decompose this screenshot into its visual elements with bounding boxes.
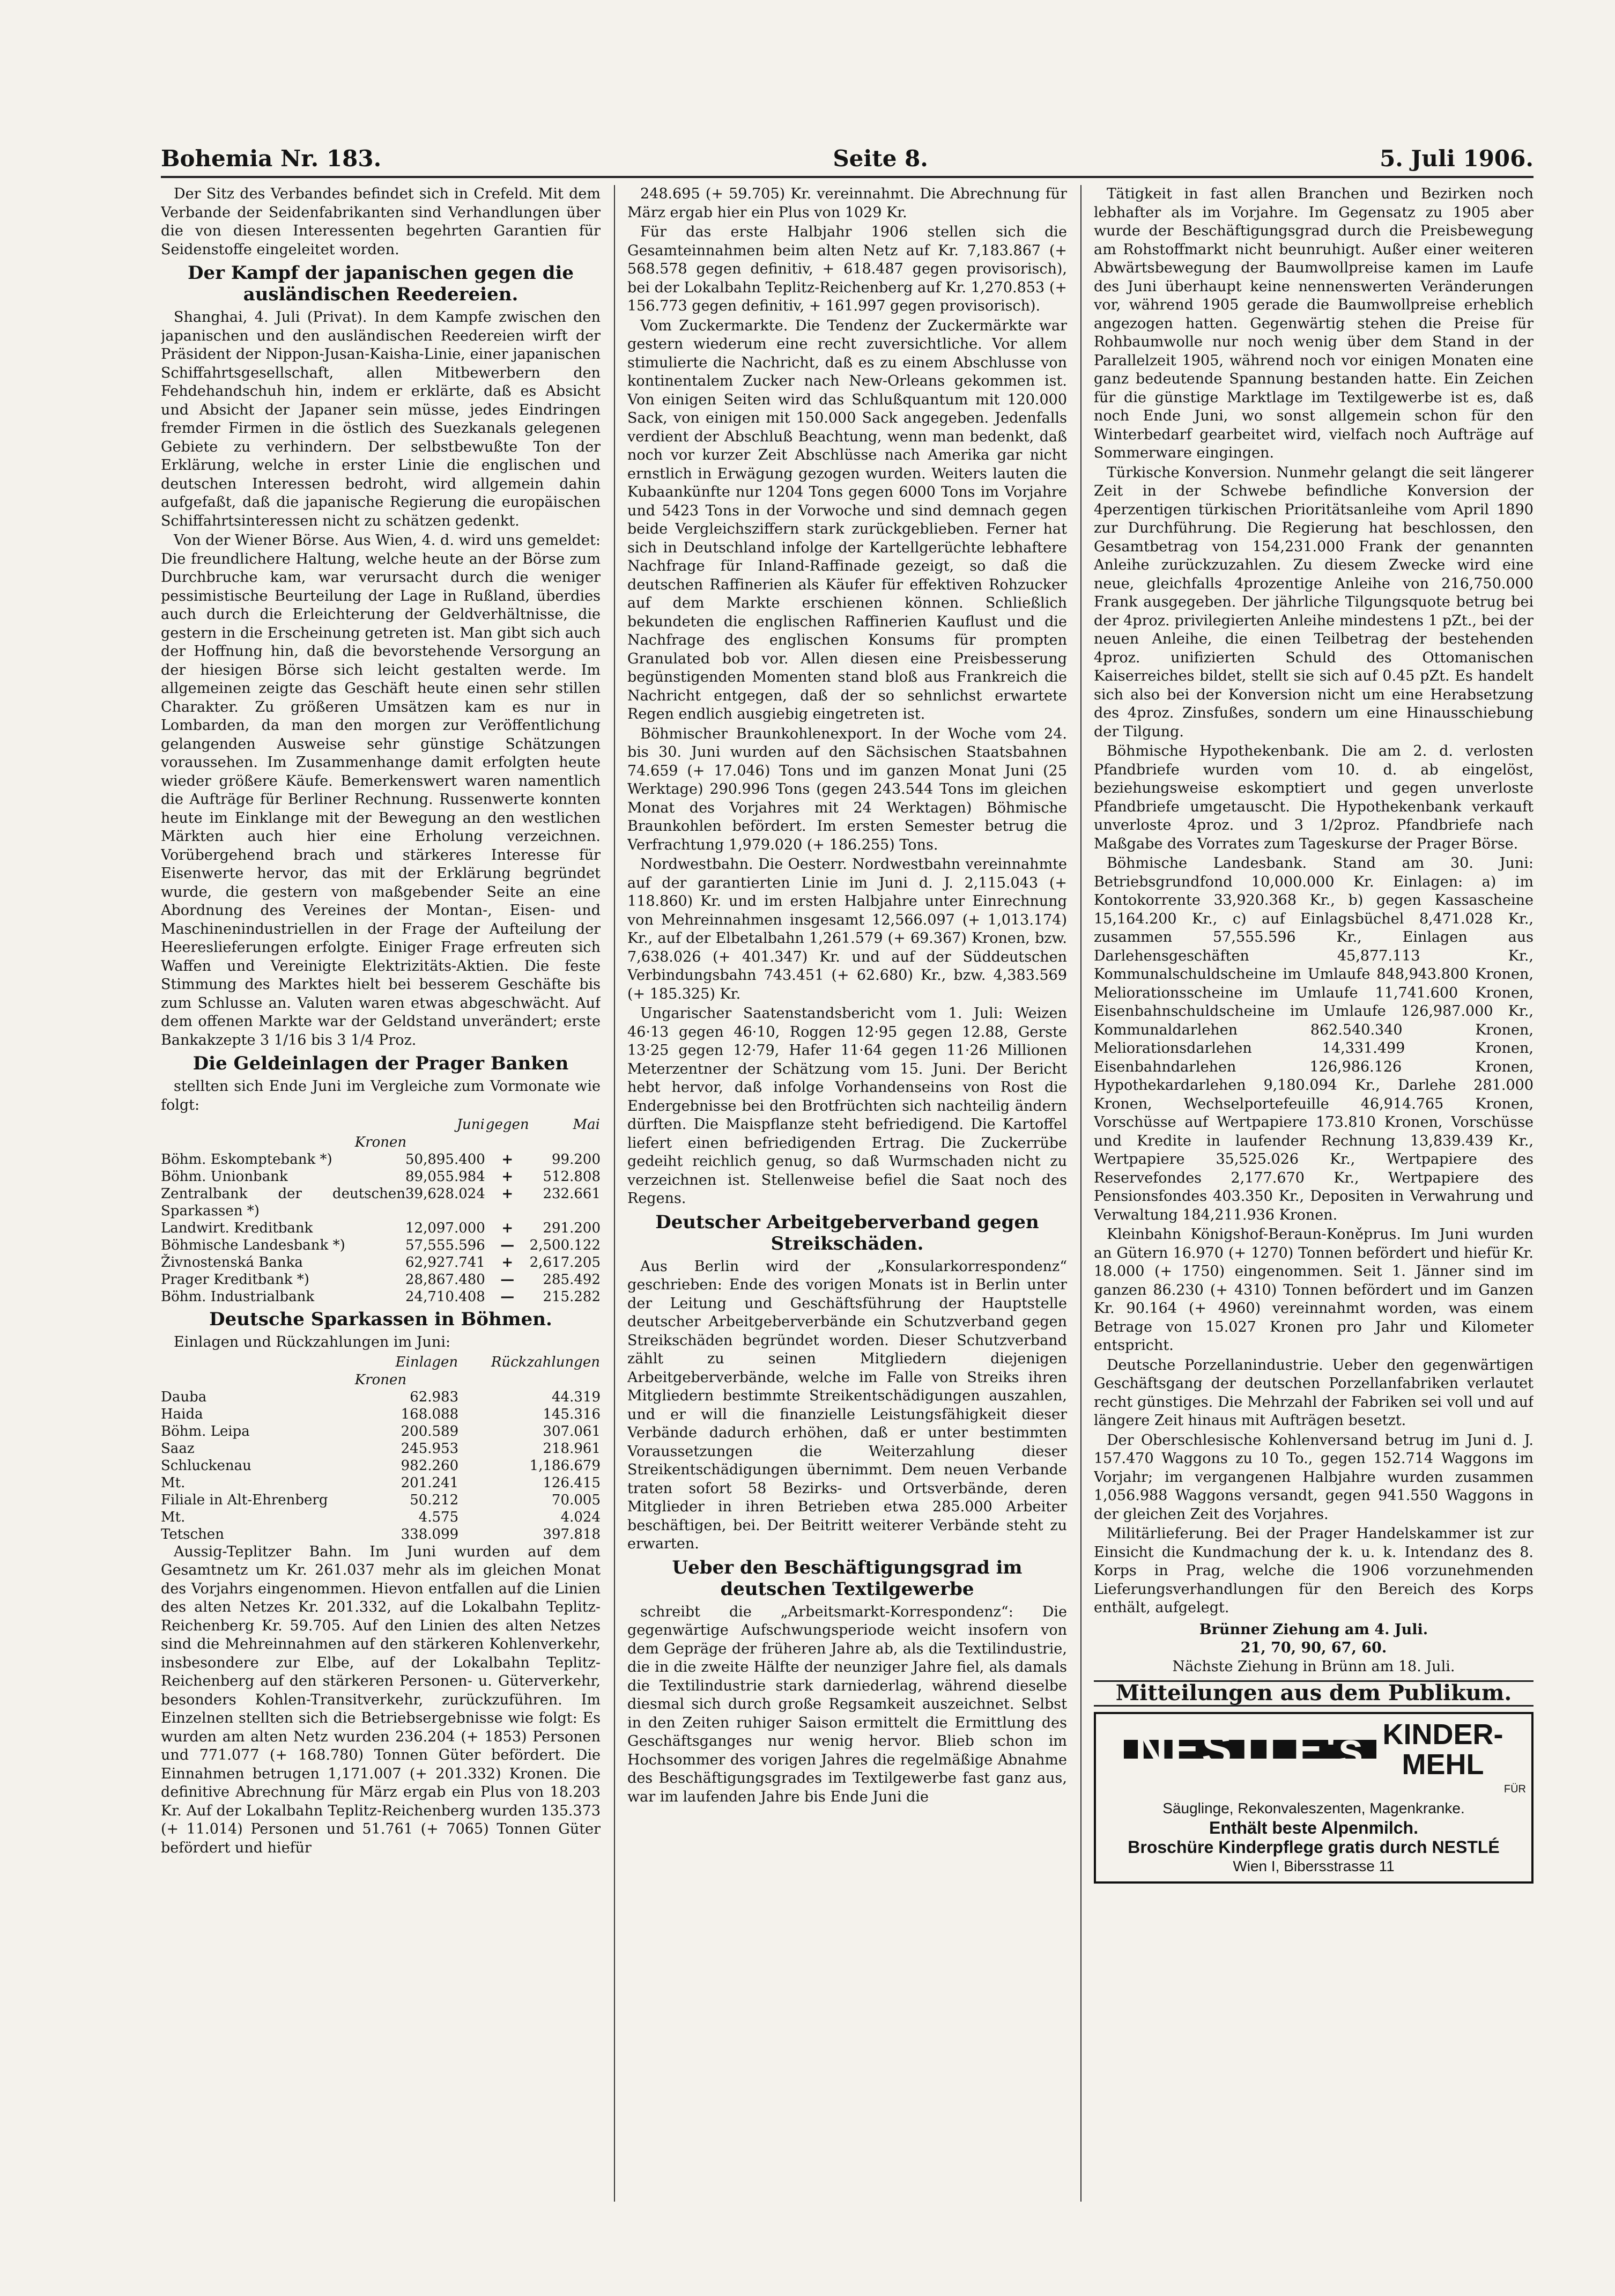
header-rule	[161, 176, 1533, 178]
issue-date: 5. Juli 1906.	[1380, 145, 1533, 172]
article-text: Von der Wiener Börse. Aus Wien, 4. d. wird uns gemeldet: Die freundlichere Haltung, welche heute an der Börse zum Durchbruche kam, war verursacht durch die weniger pessimistische Beurteilung der Lage in Rußland, überdies auch durch die Erleichterung der Geldverhältnisse, die gestern in die Erscheinung getreten ist. Man gibt sich auch der Hoffnung hin, daß die bevorstehende Versorgung an der hiesigen Börse sich leicht gestalten werde. Im allgemeinen zeigte das Geschäft heute einen sehr stillen Charakter. Zu größeren Umsätzen kam es nur in Lombarden, da man den morgen zur Veröffentlichung gelangenden Ausweise sehr günstige Schätzungen voraussehen. Im Zusammenhange damit erfolgten heute wieder größere Käufe. Bemerkenswert waren namentlich die Aufträge für Berliner Rechnung. Russenwerte konnten heute im Einklange mit der Bewegung an den westlichen Märkten auch hier eine Erholung verzeichnen. Vorübergehend brach und stärkeres Interesse für Eisenwerte hervor, das mit der Erklärung begründet wurde, die gestern von maßgebender Seite an eine Abordnung des Vereines der Montan-, Eisen- und Maschinenindustriellen in der Frage der Aufteilung der Heereslieferungen erfolgte. Einiger Frage erfreuten sich Waffen und Vereinigte Elektrizitäts-Aktien. Die feste Stimmung des Marktes hielt bei besserem Geschäfte bis zum Schlusse an. Valuten waren etwas abgeschwächt. Auf dem offenen Markte war der Geldstand unverändert; erste Bankakzepte 3 1/16 bis 3 1/4 Proz.	[161, 532, 601, 1049]
change-sign: +	[501, 1151, 514, 1168]
lottery-next: Nächste Ziehung in Brünn am 18. Juli.	[1172, 1658, 1455, 1675]
june-deposits: 24,710.408	[405, 1289, 485, 1305]
june-deposits: 28,867.480	[405, 1272, 485, 1288]
savings-bank-name: Mt.	[161, 1509, 186, 1525]
change-vs-may: 291.200	[543, 1220, 601, 1236]
article-text: Böhmischer Braunkohlenexport. In der Woche vom 24. bis 30. Juni wurden auf den Sächsischen Staatsbahnen 74.659 (+ 17.046) Tons und im ganzen Monat Juni (25 Werktage) 290.996 Tons (gegen 243.544 Tons im gleichen Monat des Vorjahres mit 24 Werktagen) Böhmische Braunkohlen befördert. Im ersten Semester betrug die Verfrachtung 1,979.020 (+ 186.255) Tons.	[627, 725, 1067, 853]
deposits-value: 62.983	[410, 1389, 459, 1405]
savings-bank-name: Tetschen	[161, 1526, 224, 1542]
change-vs-may: 232.661	[543, 1186, 601, 1202]
table-row	[161, 1220, 601, 1237]
table-row	[161, 1423, 601, 1440]
change-vs-may: 2,617.205	[529, 1254, 601, 1271]
unit-label: Kronen	[354, 1134, 407, 1150]
june-deposits: 12,097.000	[405, 1220, 485, 1236]
table-row	[161, 1492, 601, 1509]
table-row	[161, 1254, 601, 1271]
change-sign: +	[501, 1254, 514, 1271]
article-text: Deutsche Porzellanindustrie. Ueber den gegenwärtigen Geschäftsgang der deutschen Porzellanfabriken verlautet recht günstiges. Die Mehrzahl der Fabriken sei voll und auf längere Zeit hinaus mit Aufträgen besetzt.	[1094, 1356, 1533, 1429]
repayments-value: 126.415	[543, 1474, 601, 1491]
savings-bank-name: Haida	[161, 1406, 203, 1422]
repayments-value: 4.024	[560, 1509, 601, 1525]
table-header-row	[161, 1116, 601, 1134]
ad-product-line: MEHL	[1402, 1748, 1484, 1781]
deposits-value: 200.589	[401, 1423, 459, 1439]
article-text: Für das erste Halbjahr 1906 stellen sich die Gesamteinnahmen beim alten Netz auf Kr. 7,183.867 (+ 568.578 gegen definitiv, + 618.487 gegen provisorisch), bei der Lokalbahn Teplitz-Reichenberg auf Kr. 1,270.853 (+ 156.773 gegen definitiv, + 161.997 gegen provisorisch).	[627, 224, 1067, 314]
article-text: Vom Zuckermarkte. Die Tendenz der Zuckermärkte war gestern wiederum eine recht zuversichtliche. Vor allem stimulierte die Nachricht, daß es zu einem Abschlusse von kontinentalem Zucker nach New-Orleans gekommen ist. Von einigen Seiten wird das Schlußquantum mit 120.000 Sack, von einigen mit 150.000 Sack angegeben. Jedenfalls verdient der Abschluß Beachtung, wenn man bedenkt, daß noch vor kurzer Zeit Abschlüsse nach Amerika gar nicht ernstlich in Erwägung gezogen wurden. Weiters lauten die Kubaankünfte nur 1204 Tons gegen 6000 Tons im Vorjahre und 5423 Tons in der Vorwoche und sind demnach gegen beide Vergleichsziffern stark zurückgeblieben. Ferner hat sich in Deutschland infolge der Kartellgerüchte lebhaftere Nachfrage für Inland-Raffinade gezeigt, so daß die deutschen Raffinerien als Käufer für effektiven Rohzucker auf dem Markte erschienen können. Schließlich bekundeten die englischen Raffinerien Kauflust und die Nachfrage des englischen Konsums für prompten Granulated bob vor. Allen diesen eine Preisbesserung begünstigenden Momenten stand bloß aus Frankreich die Nachricht entgegen, daß der so sehnlichst erwartete Regen endlich ausgiebig eingetreten ist.	[627, 317, 1067, 722]
savings-bank-name: Dauba	[161, 1389, 207, 1405]
bank-name: Böhm. Eskomptebank *)	[161, 1151, 332, 1168]
deposits-value: 338.099	[401, 1526, 459, 1542]
table-row	[161, 1168, 601, 1185]
change-sign: —	[500, 1237, 515, 1253]
article-text: Böhmische Landesbank. Stand am 30. Juni: Betriebsgrundfond 10,000.000 Kr. Einlagen: a) im Kontokorrente 33,920.368 Kr., b) gegen Kassascheine 15,164.200 Kr., c) auf Einlagsbüchel 8,471.028 Kr., zusammen 57,555.596 Kr., Einlagen aus Darlehensgeschäften 45,877.113 Kr., Kommunalschuldscheine im Umlaufe 848,943.800 Kronen, Meliorationsscheine im Umlaufe 11,741.600 Kronen, Eisenbahnschuldscheine im Umlaufe 126,987.000 Kr., Kommunaldarlehen 862.540.340 Kronen, Meliorationsdarlehen 14,331.499 Kronen, Eisenbahndarlehen 126,986.126 Kronen, Hypothekardarlehen 9,180.094 Kr., Darlehe 281.000 Kronen, Wechselportefeuille 46,914.765 Kronen, Vorschüsse auf Wertpapiere 173.810 Kronen, Vorschüsse und Kredite in laufender Rechnung 13,839.439 Kr., Wertpapiere 35,525.026 Kr., Wertpapiere des Reservefondes 2,177.670 Kr., Wertpapiere des Pensionsfondes 403.350 Kr., Depositen in Verwahrung und Verwaltung 184,211.936 Kronen.	[1094, 855, 1533, 1223]
article-headline: Ueber den Beschäftigungsgrad im deutschen Textilgewerbe	[672, 1556, 1023, 1600]
savings-bank-name: Schluckenau	[161, 1457, 251, 1474]
article-text: Böhmische Hypothekenbank. Die am 2. d. verlosten Pfandbriefe wurden vom 10. d. ab eingelöst, beziehungsweise eskomptiert und gegen unverloste Pfandbriefe umgetauscht. Die Hypothekenbank verkauft unverloste 4proz. und 3 1/2proz. Pfandbriefe nach Maßgabe des Vorrates zum Tageskurse der Prager Börse.	[1094, 743, 1533, 852]
table-unit-row	[161, 1134, 601, 1151]
article-text: schreibt die „Arbeitsmarkt-Korrespondenz“: Die gegenwärtige Aufschwungsperiode weicht insofern von dem Gepräge der früheren Jahre ab, als die Textilindustrie, die in die zweite Hälfte der neunziger Jahre fiel, als damals die Textilindustrie stark darniederlag, während dieselbe diesmal sich durch große Regsamkeit auszeichnet. Selbst in den Zeiten ruhiger Saison ermittelt die Ermittlung des Geschäftsganges nur wenig hervor. Blieb schon im Hochsommer des vorigen Jahres die regelmäßige Abnahme des Beschäftigungsgrades im Textilgewerbe fast ganz aus, war im laufenden Jahre bis Ende Juni die	[627, 1603, 1067, 1805]
nestle-advertisement	[1094, 1712, 1533, 1884]
ad-for: FÜR	[1503, 1783, 1526, 1795]
deposits-value: 201.241	[401, 1474, 459, 1491]
table-row	[161, 1457, 601, 1474]
savings-bank-name: Saaz	[161, 1440, 195, 1457]
repayments-value: 397.818	[543, 1526, 601, 1542]
june-deposits: 50,895.400	[405, 1151, 485, 1168]
table-row	[161, 1151, 601, 1168]
column-header: Mai	[573, 1117, 600, 1133]
column-header: Rückzahlungen	[491, 1354, 600, 1370]
article-headline: Deutsche Sparkassen in Böhmen.	[209, 1309, 552, 1330]
lottery-numbers: 21, 70, 90, 67, 60.	[1240, 1640, 1387, 1656]
repayments-value: 44.319	[552, 1389, 601, 1405]
bank-name: Zentralbank der deutschen Sparkassen *)	[161, 1186, 405, 1219]
deposits-value: 982.260	[401, 1457, 459, 1474]
unit-label: Kronen	[354, 1371, 407, 1388]
june-deposits: 89,055.984	[405, 1169, 485, 1185]
table-row	[161, 1474, 601, 1492]
column-divider	[614, 185, 615, 2202]
table-row	[161, 1389, 601, 1406]
newspaper-page	[161, 134, 1533, 2210]
page-number: Seite 8.	[833, 145, 928, 172]
ad-line: Enthält beste Alpenmilch.	[1209, 1818, 1418, 1837]
change-sign: +	[501, 1220, 514, 1236]
lottery-title: Brünner Ziehung am 4. Juli.	[1199, 1621, 1428, 1638]
article-text: Aus Berlin wird der „Konsularkorrespondenz“ geschrieben: Ende des vorigen Monats ist in Berlin unter der Leitung und Geschäftsführung der Hauptstelle deutscher Arbeitgeberverbände ein Schutzverband gegen Streikschäden begründet worden. Dieser Schutzverband zählt zu seinen Mitgliedern diejenigen Arbeitgeberverbände, welche im Falle von Streiks ihren Mitgliedern bestimmte Streikentschädigungen auszahlen, und er will die finanzielle Leistungsfähigkeit dieser Verbände dadurch erhöhen, daß er unter bestimmten Voraussetzungen die Weiterzahlung dieser Streikentschädigungen übernimmt. Dem neuen Verbande traten sofort 58 Bezirks- und Ortsverbände, deren Mitglieder in ihren Betrieben etwa 285.000 Arbeiter beschäftigen, bei. Der Beitritt weiterer Verbände steht zu erwarten.	[627, 1258, 1067, 1552]
change-sign: +	[501, 1169, 514, 1185]
repayments-value: 307.061	[543, 1423, 601, 1439]
repayments-value: 1,186.679	[529, 1457, 601, 1474]
change-vs-may: 285.492	[543, 1272, 601, 1288]
column-2	[627, 185, 1067, 2202]
bank-name: Böhm. Unionbank	[161, 1169, 288, 1185]
bank-name: Landwirt. Kreditbank	[161, 1220, 313, 1236]
table-row	[161, 1509, 601, 1526]
masthead	[161, 134, 1533, 172]
table-row	[161, 1271, 601, 1288]
savings-bank-name: Filiale in Alt-Ehrenberg	[161, 1492, 328, 1508]
bank-name: Prager Kreditbank *)	[161, 1272, 309, 1288]
issue-label: Bohemia Nr. 183.	[161, 145, 382, 172]
change-vs-may: 2,500.122	[529, 1237, 601, 1253]
article-text: Kleinbahn Königshof-Beraun-Koněprus. Im Juni wurden an Gütern 16.970 (+ 1270) Tonnen befördert und hiefür Kr. 18.000 (+ 1750) eingenommen. Seit 1. Jänner sind im ganzen 86.230 (+ 4310) Tonnen befördert und im Ganzen Kr. 90.164 (+ 4960) vereinnahmt worden, was einem Betrage von 15.027 Kronen pro Jahr und Kilometer entspricht.	[1094, 1226, 1533, 1354]
article-text: Der Sitz des Verbandes befindet sich in Crefeld. Mit dem Verbande der Seidenfabrikanten sind Verhandlungen über die von diesen Interessenten begehrten Garantien für Seidenstoffe eingeleitet worden.	[161, 186, 601, 258]
ad-line: Wien I, Bibersstrasse 11	[1233, 1857, 1395, 1874]
ad-product	[1383, 1719, 1503, 1780]
change-vs-may: 512.808	[543, 1169, 601, 1185]
deposits-value: 50.212	[410, 1492, 459, 1508]
bank-name: Böhmische Landesbank *)	[161, 1237, 345, 1253]
ad-logo	[1101, 1719, 1526, 1780]
article-text: Nordwestbahn. Die Oesterr. Nordwestbahn vereinnahmte auf der garantierten Linie im Juni d. J. 2,115.043 (+ 118.860) Kr. und im ersten Halbjahre unter Einrechnung von Mehreinnahmen insgesamt 12,566.097 (+ 1,013.174) Kr., auf der Elbetalbahn 1,261.579 (+ 69.367) Kronen, bzw. 7,638.026 (+ 401.347) Kr. und auf der Süddeutschen Verbindungsbahn 743.451 (+ 62.680) Kr., bzw. 4,383.569 (+ 185.325) Kr.	[627, 856, 1067, 1002]
article-text: Tätigkeit in fast allen Branchen und Bezirken noch lebhafter als im Vorjahre. Im Gegensatz zu 1905 aber wurde der Beschäftigungsgrad durch die Preisbewegung am Rohstoffmarkt nicht beunruhigt. Außer einer weiteren Abwärtsbewegung der Baumwollpreise kamen im Laufe des Juni überhaupt keine nennenswerten Veränderungen vor, während 1905 gerade die Baumwollpreise erheblich angezogen hatten. Gegenwärtig stehen die Preise für Rohbaumwolle nur noch wenig über dem Stand in der Parallelzeit 1905, während noch vor einigen Monaten eine ganz bedeutende Spannung bestanden hatte. Ein Zeichen für die günstige Marktlage im Textilgewerbe ist es, daß noch Ende Juni, wo sonst allgemein schon für den Winterbedarf gearbeitet wird, vielfach noch Aufträge auf Sommerware eingingen.	[1094, 186, 1533, 461]
savings-bank-name: Mt.	[161, 1474, 186, 1491]
table-row	[161, 1237, 601, 1254]
deposits-value: 4.575	[418, 1509, 459, 1525]
article-headline: Die Geldeinlagen der Prager Banken	[192, 1053, 569, 1074]
article-text: Shanghai, 4. Juli (Privat). In dem Kampfe zwischen den japanischen und den ausländischen Reedereien wirft der Präsident der Nippon-Jusan-Kaisha-Linie, einer japanischen Schiffahrtsgesellschaft, allen Mitbewerbern den Fehdehandschuh hin, indem er erklärte, daß es Absicht und Absicht der Japaner sein müsse, jedes Eindringen fremder Firmen in die östlich des Suezkanals gelegenen Gebiete zu verhindern. Der selbstbewußte Ton der Erklärung, welche in erster Linie die englischen und deutschen Interessen bedroht, wird allgemein dahin aufgefaßt, daß die japanische Regierung die europäischen Schiffahrtsinteressen nicht zu schätzen gedenkt.	[161, 309, 601, 529]
repayments-value: 145.316	[543, 1406, 601, 1422]
table-header-row	[161, 1353, 601, 1371]
table-row	[161, 1185, 601, 1220]
column-header: Einlagen	[395, 1354, 458, 1370]
article-text: Einlagen und Rückzahlungen im Juni:	[174, 1334, 451, 1350]
change-sign: —	[500, 1272, 515, 1288]
article-text: Türkische Konversion. Nunmehr gelangt die seit längerer Zeit in der Schwebe befindliche Konversion der 4perzentigen türkischen Prioritätsanleihe vom April 1890 zur Durchführung. Die Regierung hat beschlossen, den Gesamtbetrag von 154,231.000 Frank der genannten Anleihe zurückzuzahlen. Zu diesem Zwecke wird eine neue, gleichfalls 4prozentige Anleihe von 216,750.000 Frank ausgegeben. Der jährliche Tilgungsquote betrug bei der 4proz. privilegierten Anleihe mindestens 1 pZt., bei der neuen Anleihe, die einen Teilbetrag der bestehenden 4proz. unifizierten Schuld des Ottomanischen Kaiserreiches bildet, stellt sie sich auf 0.45 pZt. Es handelt sich also bei der Konversion nicht um eine Herabsetzung des 4proz. Zinsfußes, sondern um eine Hinausschiebung der Tilgung.	[1094, 464, 1533, 740]
column-header: Juni	[456, 1117, 485, 1133]
article-headline: Der Kampf der japanischen gegen die ausländischen Reedereien.	[187, 262, 574, 305]
deposits-value: 168.088	[401, 1406, 459, 1422]
june-deposits: 62,927.741	[405, 1254, 485, 1271]
bank-name: Živnostenská Banka	[161, 1254, 303, 1271]
article-text: Aussig-Teplitzer Bahn. Im Juni wurden auf dem Gesamtnetz um Kr. 261.037 mehr als im gleichen Monat des Vorjahrs eingenommen. Hievon entfallen auf die Linien des alten Netzes Kr. 201.332, auf die Lokalbahn Teplitz-Reichenberg Kr. 59.705. Auf den Linien des alten Netzes sind die Mehreinnahmen auf den stärkeren Kohlenverkehr, insbesondere zur Elbe, auf der Lokalbahn Teplitz-Reichenberg auf den stärkeren Personen- u. Güterverkehr, besonders Kohlen-Transitverkehr, zurückzuführen. Im Einzelnen stellten sich die Betriebsergebnisse wie folgt: Es wurden am alten Netz wurden 236.204 (+ 1853) Personen und 771.077 (+ 168.780) Tonnen Güter befördert. Die Einnahmen betrugen 1,171.007 (+ 201.332) Kronen. Die definitive Abrechnung für März ergab ein Plus von 18.203 Kr. Auf der Lokalbahn Teplitz-Reichenberg wurden 135.373 (+ 11.014) Personen und 51.761 (+ 7065) Tonnen Güter befördert und hiefür	[161, 1543, 601, 1856]
june-deposits: 39,628.024	[405, 1186, 485, 1202]
table-unit-row	[161, 1371, 601, 1389]
bank-name: Böhm. Industrialbank	[161, 1289, 315, 1305]
ad-line: Broschüre Kinderpflege gratis durch NESTLÉ	[1128, 1837, 1500, 1857]
change-sign: +	[501, 1186, 514, 1202]
lottery-results	[1094, 1621, 1533, 1677]
repayments-value: 70.005	[552, 1492, 601, 1508]
bank-deposits-table	[161, 1116, 601, 1305]
section-heading: Mitteilungen aus dem Publikum.	[1094, 1680, 1533, 1707]
article-text: Militärlieferung. Bei der Prager Handelskammer ist zur Einsicht die Kundmachung der k. u. k. Intendanz des 8. Korps in Prag, welche die 1906 vorzunehmenden Lieferungsverhandlungen für den Bereich des Korps enthält, aufgelegt.	[1094, 1525, 1533, 1616]
ad-product-line: KINDER-	[1382, 1718, 1503, 1751]
table-row	[161, 1526, 601, 1543]
column-1	[161, 185, 601, 2202]
ad-line: Säuglinge, Rekonvaleszenten, Magenkranke.	[1162, 1799, 1465, 1817]
article-text: Ungarischer Saatenstandsbericht vom 1. Juli: Weizen 46·13 gegen 46·10, Roggen 12·95 gegen 12.88, Gerste 13·25 gegen 12·79, Hafer 11·64 gegen 11·26 Millionen Meterzentner der Schätzung vom 15. Juni. Der Bericht hebt hervor, daß infolge Vorhandenseins von Rost die Endergebnisse bei den Brotfrüchten sich nachteilig ändern dürften. Die Maispflanze steht befriedigend. Die Kartoffel liefert einen befriedigenden Ertrag. Die Zuckerrübe gedeiht reichlich genug, so daß Wurmschaden nicht zu verzeichnen ist. Stellenweise befiel die Saat noch des Regens.	[627, 1005, 1067, 1207]
article-text: stellten sich Ende Juni im Vergleiche zum Vormonate wie folgt:	[161, 1078, 601, 1113]
table-row	[161, 1288, 601, 1305]
column-header: gegen	[485, 1117, 529, 1133]
savings-bank-name: Böhm. Leipa	[161, 1423, 250, 1439]
change-vs-may: 99.200	[552, 1151, 601, 1168]
table-row	[161, 1440, 601, 1457]
ad-brand: NESTLE's	[1124, 1740, 1376, 1759]
change-sign: —	[500, 1289, 515, 1305]
column-divider	[1080, 185, 1081, 2202]
article-text: Der Oberschlesische Kohlenversand betrug im Juni d. J. 157.470 Waggons zu 10 To., gegen 152.714 Waggons im Vorjahr; im vergangenen Halbjahre wurden zusammen 1,056.988 Waggons versandt, gegen 941.550 Waggons in der gleichen Zeit des Vorjahres.	[1094, 1431, 1533, 1523]
deposits-value: 245.953	[401, 1440, 459, 1457]
column-3	[1094, 185, 1533, 2202]
savings-banks-table	[161, 1353, 601, 1543]
article-text: 248.695 (+ 59.705) Kr. vereinnahmt. Die Abrechnung für März ergab hier ein Plus von 1029 Kr.	[627, 186, 1067, 221]
article-headline: Deutscher Arbeitgeberverband gegen Streikschäden.	[655, 1211, 1039, 1254]
table-row	[161, 1406, 601, 1423]
repayments-value: 218.961	[543, 1440, 601, 1457]
change-vs-may: 215.282	[543, 1289, 601, 1305]
june-deposits: 57,555.596	[405, 1237, 485, 1253]
